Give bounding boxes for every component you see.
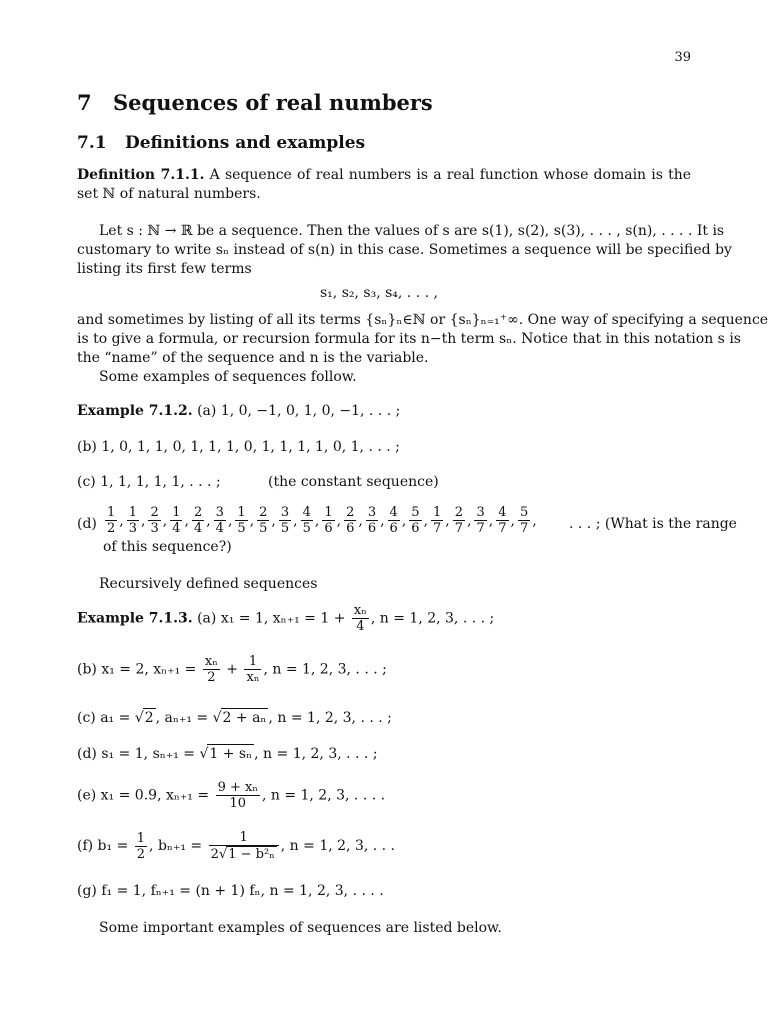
denominator: 6: [411, 521, 420, 536]
sequence-fraction: [431, 505, 443, 536]
comma: ,: [314, 512, 320, 529]
example-712-label: Example 7.1.2.: [77, 403, 193, 419]
example-713-f-mid: , bₙ₊₁ =: [149, 838, 203, 854]
numerator: 1: [128, 505, 138, 520]
sequence-fraction: [409, 505, 421, 536]
sqrt-expression: √1 + sₙ: [199, 746, 253, 762]
denominator: 6: [389, 521, 398, 536]
recursive-heading: Recursively defined sequences: [99, 576, 318, 592]
numerator: 5: [519, 505, 529, 520]
denominator: 6: [346, 521, 355, 536]
example-712-b: (b) 1, 0, 1, 1, 0, 1, 1, 1, 0, 1, 1, 1, 1, 0, 1, . . . ;: [77, 439, 400, 455]
comma: ,: [162, 512, 168, 529]
numerator: 3: [367, 505, 377, 520]
numerator: 1: [237, 505, 246, 520]
denominator: 3: [128, 521, 138, 536]
sequence-fraction: [518, 505, 530, 536]
numerator: 1: [136, 830, 146, 846]
denominator: 7: [454, 521, 464, 536]
fraction: [203, 654, 220, 685]
numerator: 3: [215, 505, 224, 520]
numerator: 1: [248, 654, 258, 669]
sequence-fraction: [453, 505, 465, 536]
denominator: 5: [280, 521, 290, 536]
example-713-f-pre: (f) b₁ =: [77, 838, 129, 854]
example-713-c-pre: (c) a₁ =: [77, 710, 131, 726]
sqrt-expression: √2 + aₙ: [212, 710, 267, 726]
comma: ,: [206, 512, 211, 529]
sequence-fraction: [257, 505, 269, 536]
comma: ,: [467, 512, 472, 529]
denominator: 7: [433, 521, 442, 536]
comma: ,: [141, 512, 146, 529]
comma: ,: [401, 512, 407, 529]
denominator: 5: [302, 521, 311, 536]
example-713-d: [77, 744, 378, 764]
denominator: 7: [498, 521, 507, 536]
example-713-a: [77, 603, 494, 634]
numerator: 3: [476, 505, 485, 520]
denominator: 10: [216, 795, 260, 811]
example-713-e-pre: (e) x₁ = 0.9, xₙ₊₁ =: [77, 787, 210, 804]
intro-line-1: Let s : ℕ → ℝ be a sequence. Then the values of s are s(1), s(2), s(3), . . . , s(n), . . . . It is: [99, 223, 725, 239]
denominator: 4: [193, 521, 203, 536]
numerator: 2: [150, 505, 159, 520]
comma: ,: [227, 512, 233, 529]
numerator: 1: [239, 830, 248, 845]
example-712-c: (c) 1, 1, 1, 1, 1, . . . ;: [77, 474, 221, 490]
example-713-c: [77, 708, 392, 728]
sequence-fraction: [214, 505, 226, 536]
example-713-f-post: , n = 1, 2, 3, . . .: [280, 838, 396, 854]
sequence-fraction: [170, 505, 182, 536]
example-713-e: [77, 780, 385, 811]
numerator: 1: [324, 505, 333, 520]
closing-line: Some important examples of sequences are listed below.: [99, 920, 502, 936]
denominator: 3: [150, 521, 159, 536]
fraction: [244, 654, 261, 685]
denominator: 4: [172, 521, 181, 536]
intro-line-6: the “name” of the sequence and n is the variable.: [77, 350, 429, 366]
sequence-fraction: [344, 505, 356, 536]
definition-text: A sequence of real numbers is a real function whose domain is the set ℕ of natural numbers.: [77, 167, 692, 202]
example-713-c-mid: , aₙ₊₁ =: [155, 710, 209, 726]
page-number: 39: [674, 50, 691, 65]
sequence-fraction: [366, 505, 378, 536]
radicand: 2: [144, 710, 154, 726]
example-713-b-post: , n = 1, 2, 3, . . . ;: [263, 661, 387, 678]
fraction: [209, 830, 279, 862]
intro-line-5: is to give a formula, or recursion formula for its n−th term sₙ. Notice that in this notation s is: [77, 331, 741, 347]
comma: ,: [119, 512, 124, 529]
sequence-fraction: [192, 505, 204, 536]
numerator: 1: [107, 505, 116, 520]
comma: ,: [423, 512, 429, 529]
numerator: 4: [302, 505, 311, 520]
denominator: 5: [259, 521, 268, 536]
sqrt-expression: √2: [134, 710, 154, 726]
section-number: 7.1: [77, 133, 107, 153]
example-712-d-tail: . . . ; (What is the range: [569, 516, 737, 532]
denominator: 6: [324, 521, 333, 536]
numerator: 2: [454, 505, 464, 520]
chapter-number: 7: [77, 90, 92, 115]
example-713-a-post: , n = 1, 2, 3, . . . ;: [370, 610, 495, 627]
coefficient: 2: [210, 847, 219, 862]
chapter-title: Sequences of real numbers: [113, 90, 433, 115]
comma: ,: [510, 512, 515, 529]
section-title: Definitions and examples: [125, 133, 366, 153]
comma: ,: [358, 512, 363, 529]
example-713-g: (g) f₁ = 1, fₙ₊₁ = (n + 1) fₙ, n = 1, 2, 3, . . . .: [77, 883, 384, 899]
comma: ,: [488, 512, 494, 529]
fraction: [352, 603, 369, 634]
plus-sign: +: [226, 661, 239, 678]
fraction: [135, 831, 147, 862]
display-terms: s₁, s₂, s₃, s₄, . . . ,: [320, 285, 438, 301]
denominator: 5: [237, 521, 246, 536]
comma: ,: [336, 512, 342, 529]
example-713-b: [77, 654, 387, 685]
example-713-d-post: , n = 1, 2, 3, . . . ;: [254, 746, 378, 762]
example-713-b-pre: (b) x₁ = 2, xₙ₊₁ =: [77, 661, 197, 678]
example-713-e-post: , n = 1, 2, 3, . . . .: [261, 787, 386, 804]
denominator: 2: [107, 521, 116, 536]
example-712-d-label: (d): [77, 516, 97, 532]
comma: ,: [380, 512, 385, 529]
sequence-fraction: [105, 505, 117, 536]
sequence-fraction: [496, 505, 508, 536]
sequence-fraction: [474, 505, 486, 536]
sequence-fraction: [279, 505, 291, 536]
radicand: 1 − b²ₙ: [228, 847, 275, 862]
denominator: 2: [203, 669, 220, 685]
comma: ,: [271, 512, 276, 529]
example-712-d-line2: of this sequence?): [103, 539, 232, 555]
definition-block: [77, 166, 691, 204]
comma: ,: [184, 512, 189, 529]
numerator: xₙ: [353, 603, 367, 618]
intro-line-7: Some examples of sequences follow.: [99, 369, 357, 385]
denominator: 7: [476, 521, 485, 536]
numerator: 4: [389, 505, 398, 520]
numerator: 5: [411, 505, 420, 520]
example-713-d-pre: (d) s₁ = 1, sₙ₊₁ =: [77, 746, 195, 762]
numerator: xₙ: [204, 654, 218, 669]
denominator: 6: [367, 521, 377, 536]
numerator: 9 + xₙ: [217, 780, 258, 795]
denominator: xₙ: [246, 670, 260, 685]
comma: ,: [532, 512, 537, 529]
sequence-fraction: [127, 505, 139, 536]
numerator: 2: [193, 505, 203, 520]
sqrt-expression: √1 − b²ₙ: [218, 847, 275, 862]
comma: ,: [293, 512, 298, 529]
intro-line-2: customary to write sₙ instead of s(n) in this case. Sometimes a sequence will be specified by: [77, 242, 732, 258]
example-713-c-post: , n = 1, 2, 3, . . . ;: [268, 710, 392, 726]
sequence-fraction: [235, 505, 247, 536]
numerator: 1: [172, 505, 181, 520]
denominator: 4: [352, 618, 369, 634]
denominator: 4: [215, 521, 224, 536]
example-713-f: [77, 830, 395, 862]
sequence-fraction: [148, 505, 160, 536]
numerator: 4: [498, 505, 507, 520]
example-712-d-sequence: [103, 505, 538, 536]
fraction: [216, 780, 260, 811]
section-heading: [77, 133, 365, 153]
example-712-a-text: (a) 1, 0, −1, 0, 1, 0, −1, . . . ;: [197, 403, 401, 419]
chapter-heading: [77, 90, 433, 115]
comma: ,: [445, 512, 450, 529]
numerator: 2: [259, 505, 268, 520]
intro-line-3: listing its first few terms: [77, 261, 252, 277]
example-713-label: Example 7.1.3.: [77, 610, 193, 627]
denominator: [209, 845, 279, 862]
numerator: 1: [433, 505, 442, 520]
radicand: 2 + aₙ: [222, 710, 267, 726]
example-712-a: [77, 402, 400, 421]
radicand: 1 + sₙ: [209, 746, 253, 762]
numerator: 2: [346, 505, 355, 520]
denominator: 2: [136, 846, 146, 862]
example-713-a-pre: (a) x₁ = 1, xₙ₊₁ = 1 +: [197, 610, 346, 627]
sequence-fraction: [301, 505, 313, 536]
comma: ,: [249, 512, 255, 529]
denominator: 7: [519, 521, 529, 536]
sequence-fraction: [322, 505, 334, 536]
definition-label: Definition 7.1.1.: [77, 167, 205, 183]
numerator: 3: [280, 505, 290, 520]
intro-line-4: and sometimes by listing of all its terms {sₙ}ₙ∈ℕ or {sₙ}ₙ₌₁⁺∞. One way of specifying a sequence: [77, 312, 768, 328]
example-712-c-note: (the constant sequence): [268, 474, 439, 490]
sequence-fraction: [388, 505, 400, 536]
